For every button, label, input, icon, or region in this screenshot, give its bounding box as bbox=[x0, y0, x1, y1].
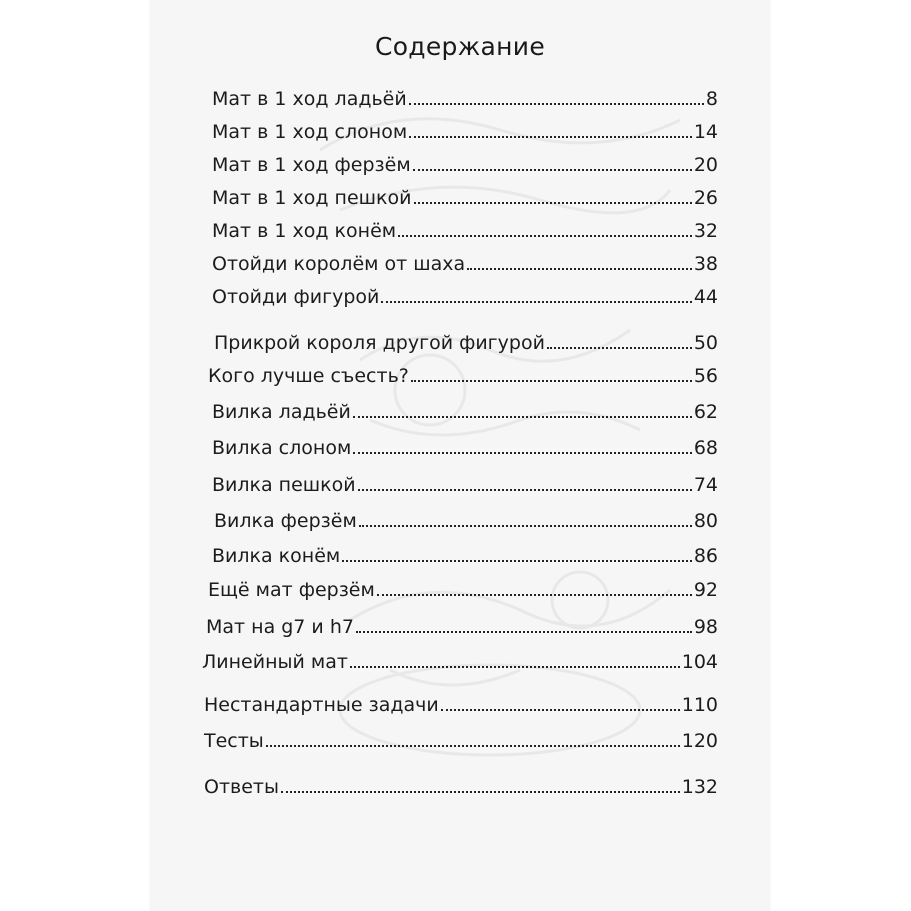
toc-entry-label: Тесты bbox=[204, 730, 264, 752]
page-title: Содержание bbox=[374, 32, 546, 61]
toc-entry-label: Ответы bbox=[204, 776, 279, 798]
toc-entry-page: 62 bbox=[693, 401, 718, 423]
dot-leader bbox=[398, 235, 692, 237]
dot-leader bbox=[411, 380, 692, 382]
toc-entry-page: 20 bbox=[693, 154, 718, 176]
dot-leader bbox=[356, 631, 692, 633]
toc-entry-label: Вилка ладьёй bbox=[212, 401, 351, 423]
toc-entry-page: 132 bbox=[681, 776, 718, 798]
toc-entry bbox=[214, 508, 718, 534]
dot-leader bbox=[353, 452, 692, 454]
toc-entry-page: 38 bbox=[693, 253, 718, 275]
toc-entry bbox=[212, 399, 718, 425]
toc-entry-label: Вилка пешкой bbox=[212, 474, 356, 496]
toc-entry bbox=[212, 472, 718, 498]
toc-entry bbox=[212, 435, 718, 461]
dot-leader bbox=[358, 489, 692, 491]
toc-entry-page: 14 bbox=[693, 121, 718, 143]
dot-leader bbox=[547, 347, 692, 349]
toc-entry bbox=[212, 119, 718, 145]
toc-entry-label: Мат в 1 ход слоном bbox=[212, 121, 408, 143]
toc-entry-page: 32 bbox=[693, 220, 718, 242]
toc-entry-page: 120 bbox=[681, 730, 718, 752]
toc-entry-label: Вилка ферзём bbox=[214, 510, 357, 532]
dot-leader bbox=[377, 594, 692, 596]
toc-entry-label: Мат в 1 ход пешкой bbox=[212, 187, 412, 209]
dot-leader bbox=[409, 103, 704, 105]
dot-leader bbox=[441, 709, 680, 711]
toc-entry-page: 98 bbox=[693, 616, 718, 638]
toc-entry bbox=[208, 363, 718, 389]
toc-entry-label: Отойди королём от шаха bbox=[212, 253, 466, 275]
toc-entry bbox=[212, 218, 718, 244]
toc-entry-page: 26 bbox=[693, 187, 718, 209]
book-page bbox=[150, 0, 770, 911]
dot-leader bbox=[381, 301, 691, 303]
toc-entry-label: Отойди фигурой bbox=[212, 286, 380, 308]
toc-entry-label: Мат в 1 ход ладьёй bbox=[212, 88, 407, 110]
dot-leader bbox=[414, 202, 692, 204]
dot-leader bbox=[413, 169, 692, 171]
toc-entry bbox=[212, 86, 718, 112]
dot-leader bbox=[353, 416, 692, 418]
toc-entry-page: 44 bbox=[693, 286, 718, 308]
toc-entry-page: 74 bbox=[693, 474, 718, 496]
toc-entry-page: 104 bbox=[681, 651, 718, 673]
dot-leader bbox=[467, 268, 692, 270]
toc-entry bbox=[208, 577, 718, 603]
toc-entry bbox=[206, 614, 718, 640]
toc-entry bbox=[204, 774, 718, 800]
dot-leader bbox=[266, 745, 680, 747]
toc-entry-label: Нестандартные задачи bbox=[204, 694, 439, 716]
toc-entry-label: Мат в 1 ход конём bbox=[212, 220, 397, 242]
toc-entry-page: 50 bbox=[693, 332, 718, 354]
toc-entry bbox=[212, 284, 718, 310]
toc-entry-page: 92 bbox=[693, 579, 718, 601]
toc-entry-page: 86 bbox=[693, 545, 718, 567]
toc-entry bbox=[212, 152, 718, 178]
toc-entry-page: 8 bbox=[705, 88, 718, 110]
toc-entry bbox=[212, 185, 718, 211]
dot-leader bbox=[409, 136, 692, 138]
toc-entry bbox=[204, 692, 718, 718]
toc-entry-label: Вилка слоном bbox=[212, 437, 352, 459]
dot-leader bbox=[281, 791, 680, 793]
toc-entry-page: 68 bbox=[693, 437, 718, 459]
dot-leader bbox=[350, 666, 680, 668]
toc-entry-page: 110 bbox=[681, 694, 718, 716]
toc-entry-page: 56 bbox=[693, 365, 718, 387]
toc-entry-label: Прикрой короля другой фигурой bbox=[214, 332, 545, 354]
toc-entry-page: 80 bbox=[693, 510, 718, 532]
toc-entry-label: Вилка конём bbox=[212, 545, 341, 567]
toc-entry bbox=[202, 649, 718, 675]
toc-entry bbox=[214, 330, 718, 356]
dot-leader bbox=[359, 525, 692, 527]
toc-entry bbox=[212, 251, 718, 277]
toc-entry-label: Мат в 1 ход ферзём bbox=[212, 154, 411, 176]
toc-entry bbox=[212, 543, 718, 569]
toc-entry bbox=[204, 728, 718, 754]
dot-leader bbox=[342, 560, 692, 562]
toc-entry-label: Линейный мат bbox=[202, 651, 348, 673]
toc-entry-label: Мат на g7 и h7 bbox=[206, 616, 354, 638]
toc-entry-label: Кого лучше съесть? bbox=[208, 365, 409, 387]
toc-entry-label: Ещё мат ферзём bbox=[208, 579, 375, 601]
